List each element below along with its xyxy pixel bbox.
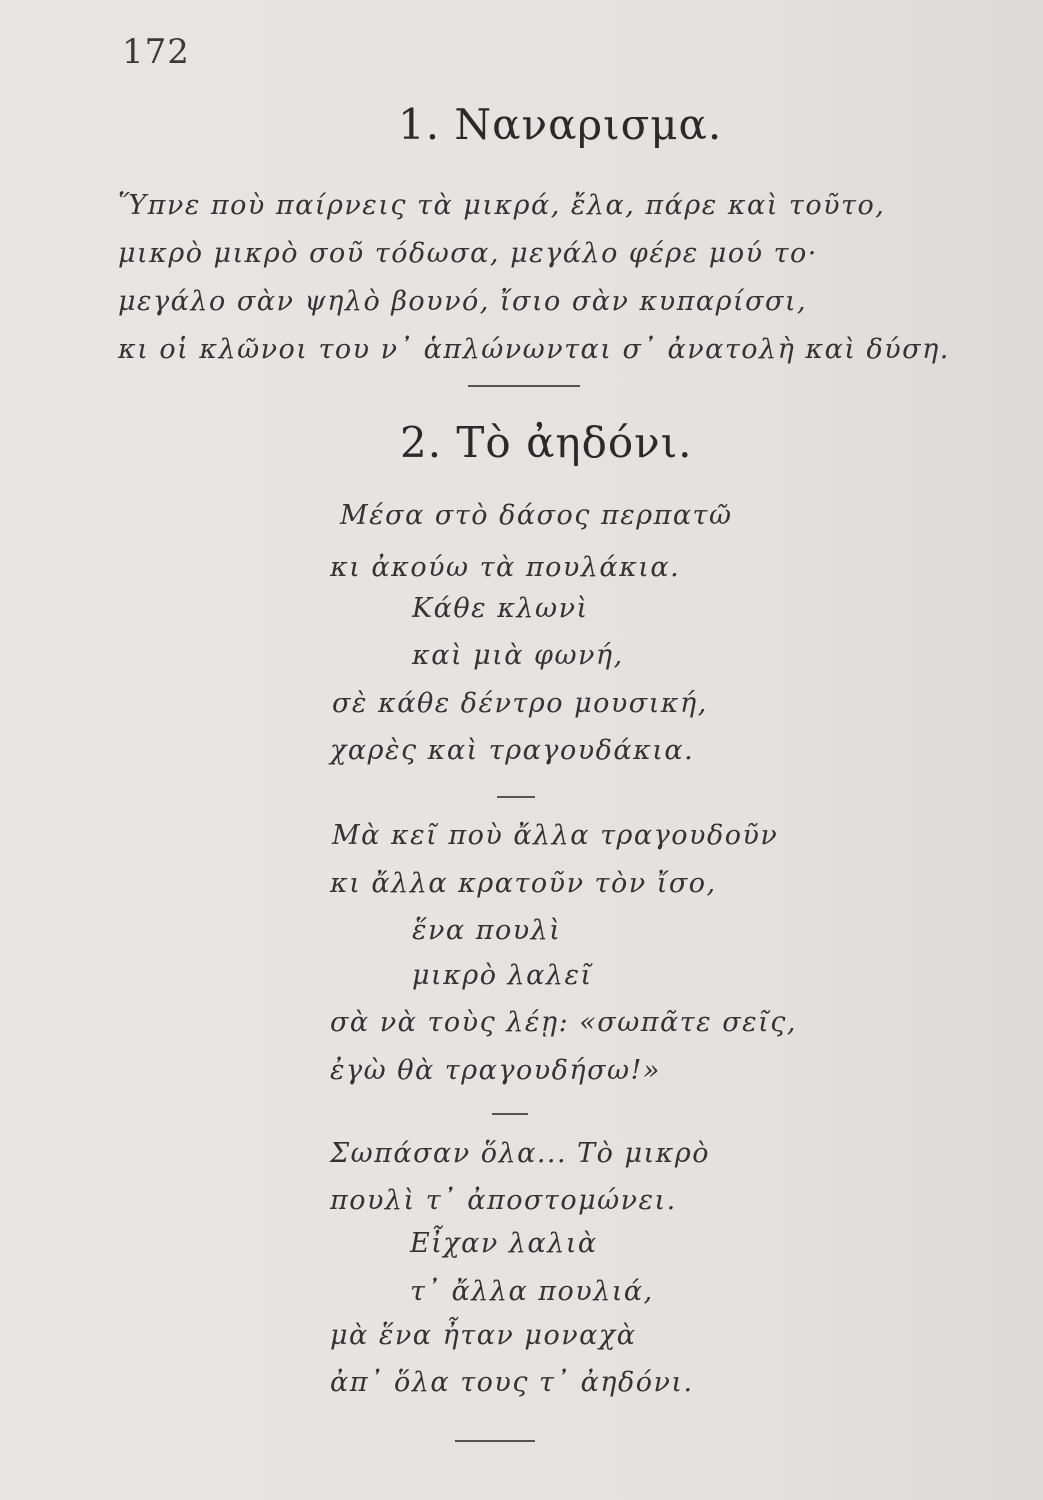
poem-line: κι οἱ κλῶνοι του ν᾽ ἁπλώνωνται σ᾽ ἀνατολὴ καὶ δύση.: [118, 334, 950, 365]
poem-line: κι ἄλλα κρατοῦν τὸν ἴσο,: [330, 868, 717, 899]
poem-line: ἀπ᾽ ὅλα τους τ᾽ ἀηδόνι.: [330, 1367, 694, 1398]
poem-line: σὰ νὰ τοὺς λέῃ: «σωπᾶτε σεῖς,: [330, 1007, 797, 1038]
stanza-divider: [497, 796, 535, 798]
stanza-divider: [492, 1113, 528, 1115]
poem-line: μεγάλο σὰν ψηλὸ βουνό, ἴσιο σὰν κυπαρίσσι,: [118, 286, 808, 317]
poem-line: κι ἀκούω τὰ πουλάκια.: [330, 552, 681, 583]
section-divider: [455, 1440, 535, 1442]
poem-line: σὲ κάθε δέντρο μουσική,: [332, 688, 708, 719]
page-number: 172: [122, 32, 190, 72]
poem-line: μικρὸ μικρὸ σοῦ τόδωσα, μεγάλο φέρε μού το·: [118, 238, 818, 269]
poem-line: καὶ μιὰ φωνή,: [412, 640, 624, 671]
poem-line: Μὰ κεῖ ποὺ ἄλλα τραγουδοῦν: [332, 820, 779, 851]
poem-title: 2. Τὸ ἀηδόνι.: [400, 418, 693, 467]
poem-line: Ὕπνε ποὺ παίρνεις τὰ μικρά, ἔλα, πάρε καὶ τοῦτο,: [118, 190, 886, 221]
poem-line: πουλὶ τ᾽ ἀποστομώνει.: [330, 1185, 677, 1216]
poem-title: 1. Ναναρισμα.: [398, 100, 723, 149]
section-divider: [468, 385, 580, 387]
poem-line: τ᾽ ἄλλα πουλιά,: [410, 1276, 654, 1307]
poem-line: Εἶχαν λαλιὰ: [410, 1228, 598, 1259]
poem-line: μικρὸ λαλεῖ: [412, 960, 593, 991]
poem-line: Σωπάσαν ὅλα... Τὸ μικρὸ: [330, 1138, 710, 1169]
poem-line: ἐγὼ θὰ τραγουδήσω!»: [330, 1055, 661, 1086]
poem-line: χαρὲς καὶ τραγουδάκια.: [330, 735, 695, 766]
poem-line: Μέσα στὸ δάσος περπατῶ: [340, 500, 733, 531]
poem-line: Κάθε κλωνὶ: [412, 593, 589, 624]
poem-line: μὰ ἕνα ἦταν μοναχὰ: [330, 1320, 637, 1351]
poem-line: ἕνα πουλὶ: [412, 915, 562, 946]
